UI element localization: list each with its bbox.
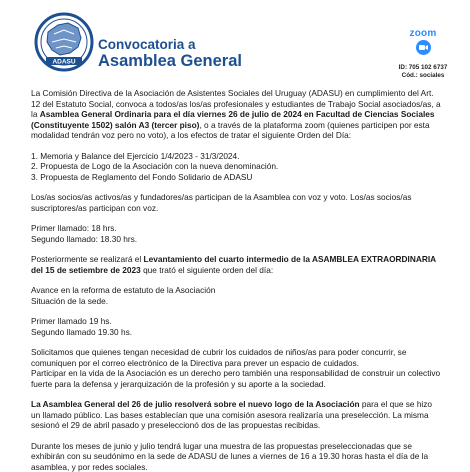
- adasu-logo: [34, 12, 94, 72]
- intro-paragraph: La Comisión Directiva de la Asociación de Asistentes Sociales del Uruguay (ADASU) en cumplimiento del Art. 12 del Estatuto Social, convoca a todos/as los/as profesionales y estudiantes de Trabajo Social asociados/as, a la Asamblea General Ordinaria para el día viernes 26 de julio de 2024 en Facultad de Ciencias Sociales (Constituyente 1502) salón A3 (tercer piso), o a través de la plataforma zoom (quienes participen por esta modalidad tendrán voz pero no voto), a los efectos de tratar el siguiente Orden del Día:: [31, 88, 443, 141]
- zoom-meeting-id: ID: 705 102 6737: [383, 63, 463, 72]
- agenda-item: 3. Propuesta de Reglamento del Fondo Solidario de ADASU: [31, 172, 443, 183]
- title-line-2: Asamblea General: [98, 52, 242, 71]
- participation-paragraph: Participar en la vida de la Asociación es un derecho pero también una responsabilidad de construir un colectivo fuerte para la defensa y jerarquización de la profesión y su aporte a la sociedad.: [31, 368, 443, 389]
- first-call-line: Primer llamado: 18 hrs.: [31, 223, 443, 234]
- header: [0, 0, 470, 80]
- logo-decision-paragraph: La Asamblea General del 26 de julio resolverá sobre el nuevo logo de la Asociación para el que se hizo un llamado público. Las bases establecían que una comisión asesora realizaría una preselección. La misma sesionó el 29 de abril pasado y preseleccionó dos de las propuestas recibidas.: [31, 399, 443, 431]
- first-call-line: Primer llamado 19 hs.: [31, 316, 443, 327]
- voting-note: Los/as socios/as activos/as y fundadores/as participan de la Asamblea con voz y voto. Los/as socios/as suscriptores/as participan con voz.: [31, 192, 443, 213]
- svg-text:ADASU: ADASU: [52, 59, 75, 66]
- zoom-passcode: Cód.: sociales: [383, 72, 463, 80]
- zoom-block: [383, 28, 463, 80]
- extra-agenda-item: Avance en la reforma de estatuto de la Asociación: [31, 285, 443, 296]
- second-call-line: Segundo llamado 19.30 hs.: [31, 327, 443, 338]
- agenda-item: 2. Propuesta de Logo de la Asociación con la nueva denominación.: [31, 161, 443, 172]
- extra-agenda-item: Situación de la sede.: [31, 296, 443, 307]
- zoom-camera-icon: [416, 40, 431, 55]
- zoom-wordmark: zoom: [383, 28, 463, 39]
- childcare-paragraph: Solicitamos que quienes tengan necesidad de cubrir los cuidados de niños/as para poder concurrir, se comuniquen por el correo electrónico de la Directiva para prever un espacio de cuidados.: [31, 347, 443, 368]
- extraordinary-assembly-paragraph: Posteriormente se realizará el Levantamiento del cuarto intermedio de la ASAMBLEA EXTRAORDINARIA del 15 de setiembre de 2023 que trató el siguiente orden del día:: [31, 254, 443, 275]
- agenda-item: 1. Memoria y Balance del Ejercicio 1/4/2023 - 31/3/2024.: [31, 151, 443, 162]
- exhibit-paragraph: Durante los meses de junio y julio tendrá lugar una muestra de las propuestas preseleccionadas que se exhibirán con su seudónimo en la sede de ADASU de lunes a viernes de 16 a 19.30 horas hasta el día de la asamblea, y por redes sociales.: [31, 441, 443, 472]
- document-body: [31, 88, 443, 472]
- title-block: [98, 37, 242, 71]
- second-call-line: Segundo llamado: 18.30 hrs.: [31, 234, 443, 245]
- title-line-1: Convocatoria a: [98, 37, 242, 52]
